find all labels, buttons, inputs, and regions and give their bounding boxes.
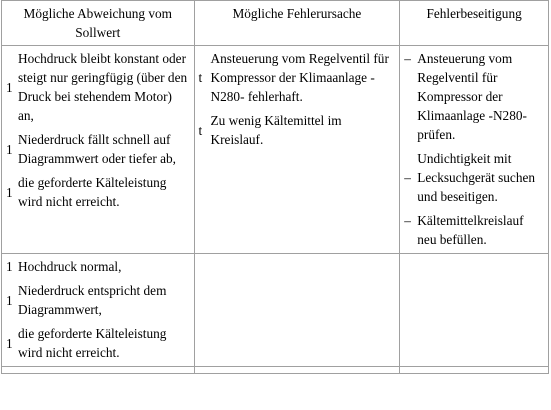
deviation-cell <box>2 367 195 374</box>
list-item-text: Ansteuerung vom Regelventil für Kompressor der Klimaanlage -N280- fehlerhaft. <box>210 51 389 104</box>
header-deviation: Mögliche Abweichung vom Sollwert <box>2 1 195 46</box>
list-item-text: Hochdruck normal, <box>18 259 122 274</box>
list-marker: 1 <box>6 79 13 95</box>
list-item-text: Undichtigkeit mit Lecksuchgerät suchen und beseitigen. <box>417 151 536 204</box>
table-row <box>2 46 549 254</box>
list-marker: 1 <box>6 141 13 157</box>
list-marker: 1 <box>6 335 13 351</box>
list-item <box>6 324 190 362</box>
list-item <box>6 49 190 125</box>
deviation-cell <box>2 254 195 367</box>
list-item <box>6 173 190 211</box>
remedy-cell <box>400 46 549 254</box>
list-marker: – <box>404 213 411 228</box>
troubleshooting-table <box>1 0 549 374</box>
list-item-text: die geforderte Kälteleistung wird nicht erreicht. <box>18 175 167 209</box>
list-item-text: Kältemittelkreislauf neu befüllen. <box>417 213 524 247</box>
header-cause: Mögliche Fehlerursache <box>194 1 400 46</box>
list-item <box>199 49 396 106</box>
table-row-continuation <box>2 367 549 374</box>
list-marker: t <box>198 70 203 85</box>
cause-cell <box>194 254 400 367</box>
list-item <box>404 211 544 249</box>
remedy-cell <box>400 254 549 367</box>
list-item <box>6 130 190 168</box>
list-marker: 1 <box>6 259 13 274</box>
list-item <box>6 257 190 276</box>
list-item-text: Hochdruck bleibt konstant oder steigt nur geringfügig (über den Druck bei stehendem Motor) an, <box>18 51 188 123</box>
list-marker: 1 <box>6 184 13 200</box>
list-marker: t <box>198 122 203 138</box>
list-marker: 1 <box>6 292 13 308</box>
deviation-list <box>2 46 194 215</box>
list-marker: – <box>404 170 411 185</box>
deviation-list <box>2 254 194 366</box>
list-item <box>404 149 544 206</box>
remedy-list <box>400 46 548 253</box>
list-item-text: Zu wenig Kältemittel im Kreislauf. <box>210 113 342 147</box>
header-row <box>2 1 549 46</box>
list-item-text: Niederdruck fällt schnell auf Diagrammwert oder tiefer ab, <box>18 132 177 166</box>
list-item-text: die geforderte Kälteleistung wird nicht erreicht. <box>18 326 167 360</box>
cause-cell <box>194 367 400 374</box>
list-item <box>199 111 396 149</box>
list-item-text: Niederdruck entspricht dem Diagrammwert, <box>18 283 167 317</box>
deviation-cell <box>2 46 195 254</box>
remedy-cell <box>400 367 549 374</box>
list-item <box>6 281 190 319</box>
list-item-text: Ansteuerung vom Regelventil für Kompressor der Klimaanlage -N280- prüfen. <box>417 51 527 142</box>
cause-cell <box>194 46 400 254</box>
header-remedy: Fehlerbeseitigung <box>400 1 549 46</box>
list-item <box>404 49 544 144</box>
list-marker: – <box>404 51 411 66</box>
cause-list <box>195 46 400 153</box>
table-row <box>2 254 549 367</box>
